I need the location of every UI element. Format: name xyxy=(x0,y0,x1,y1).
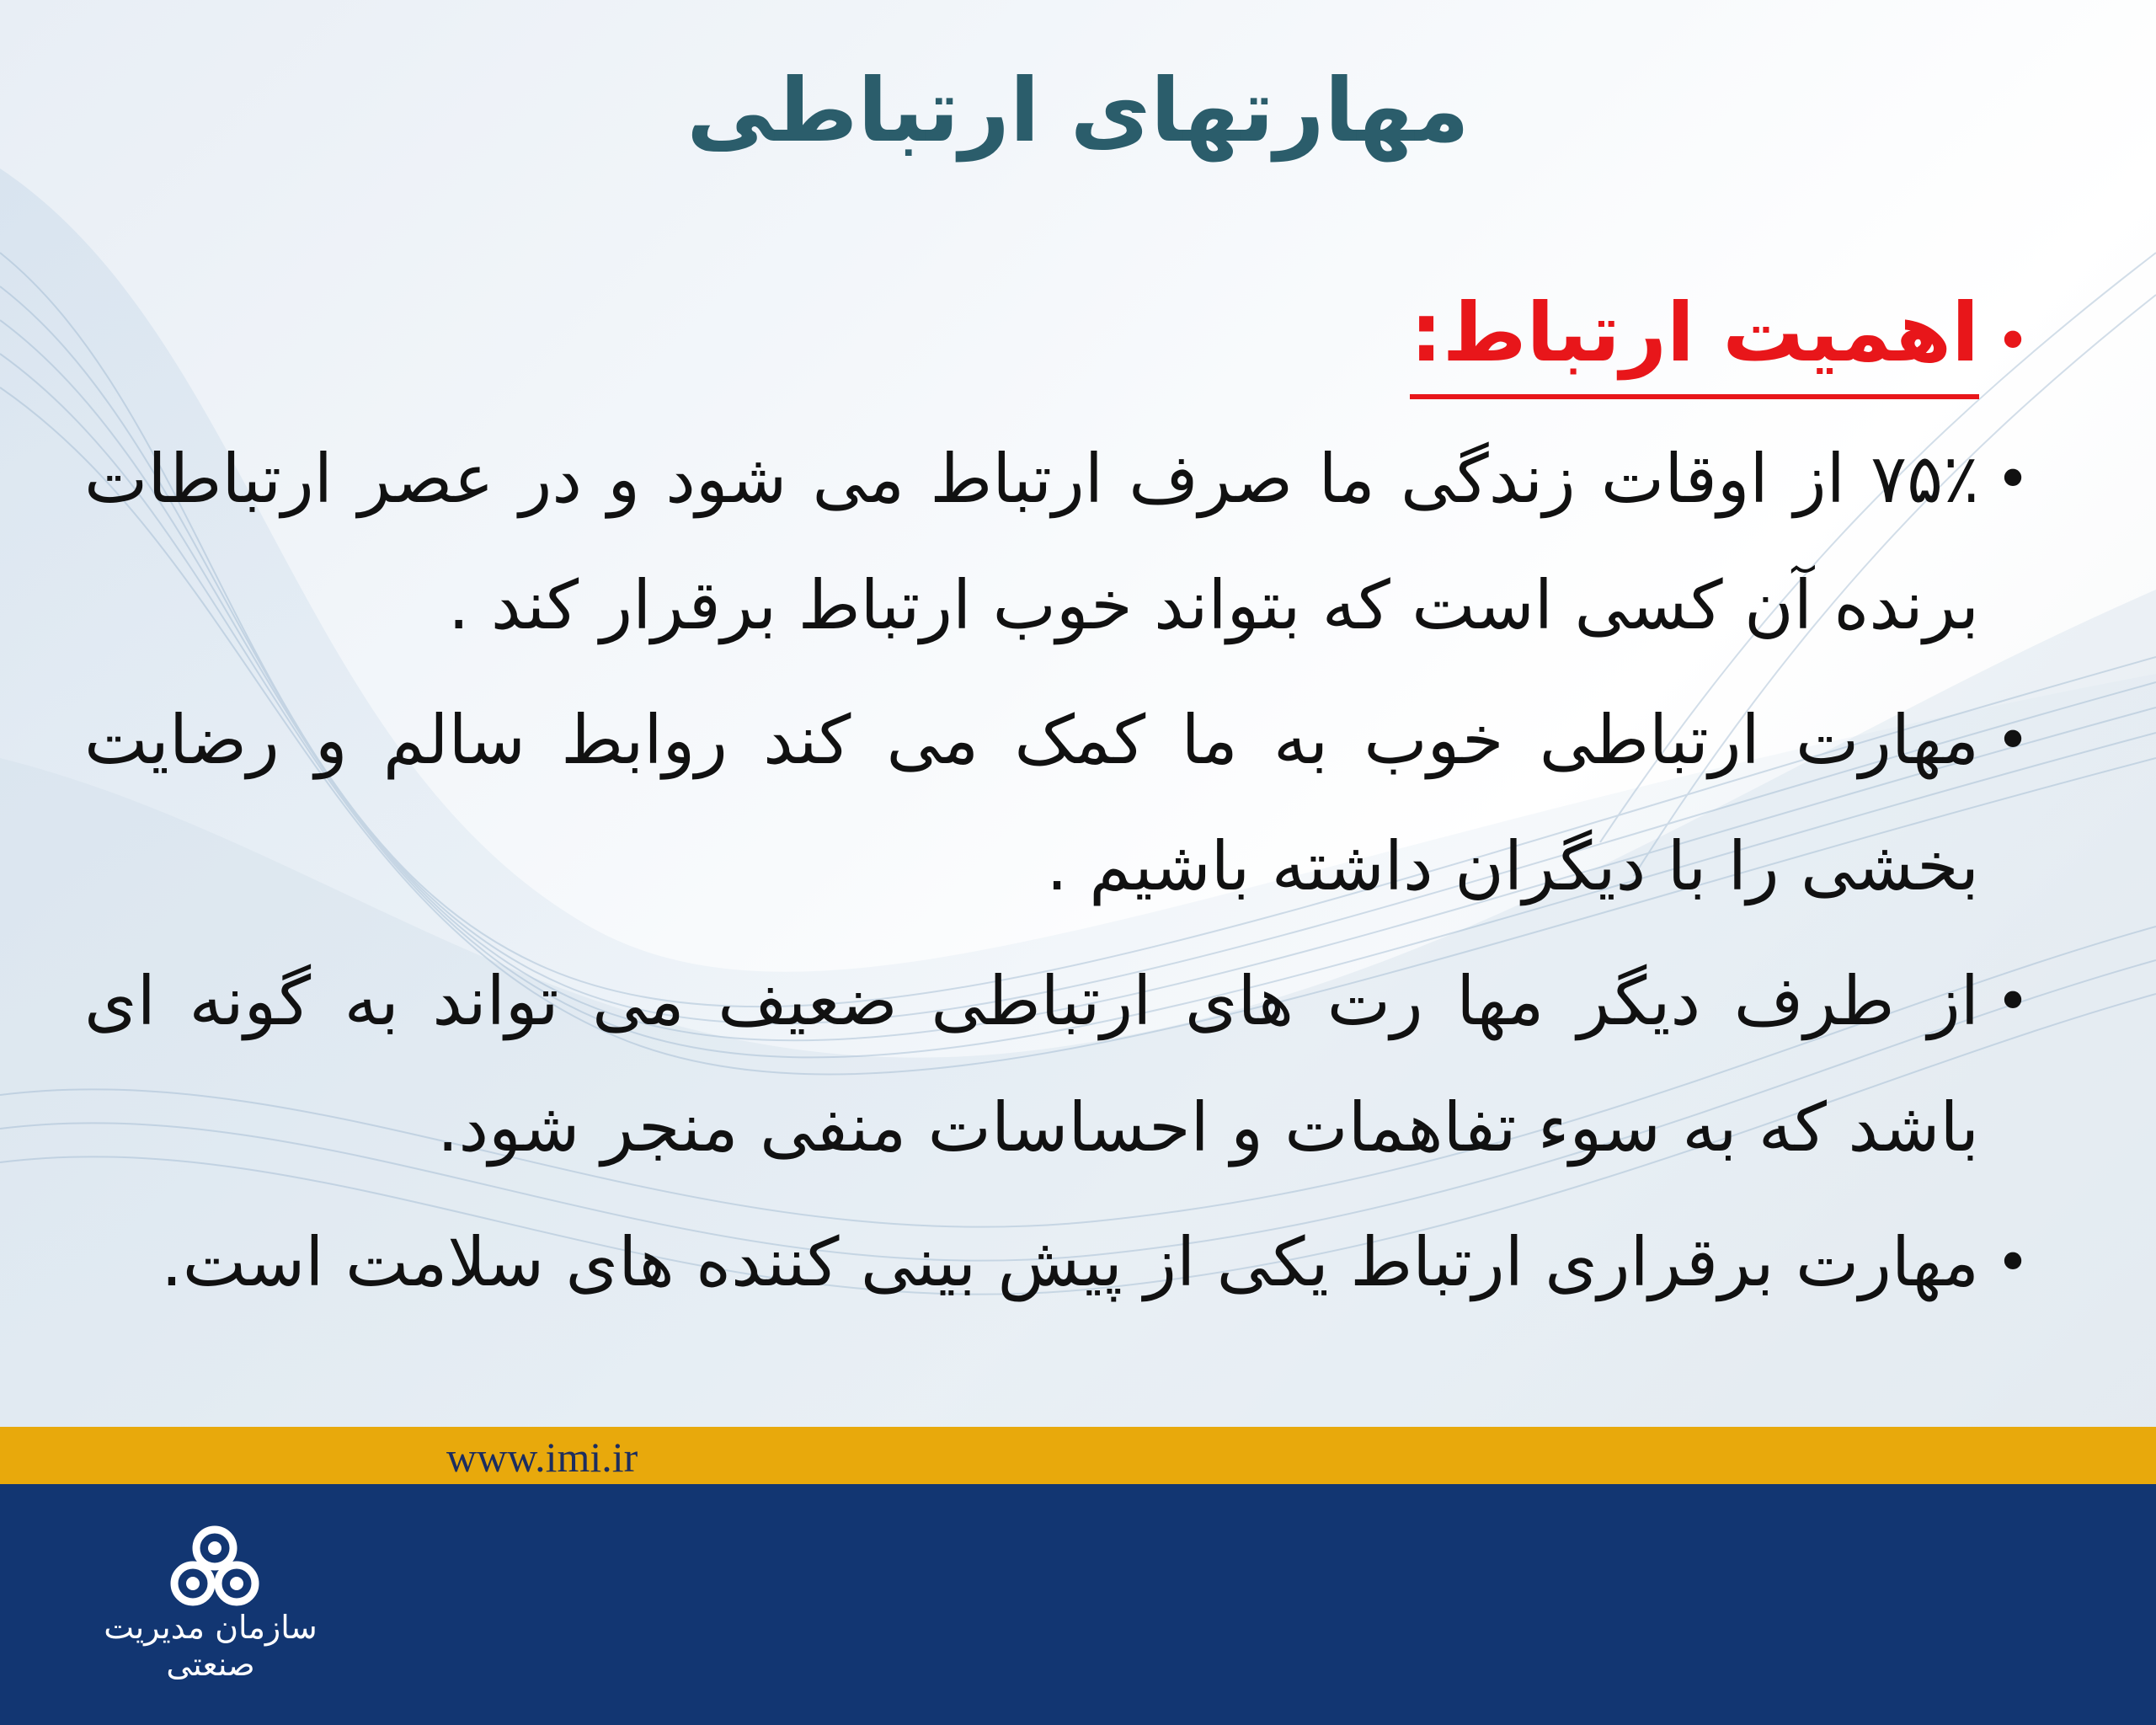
list-item xyxy=(84,1199,2038,1326)
organization-name: سازمان مدیریت صنعتی xyxy=(104,1609,318,1683)
list-item-text: از طرف دیگر مها رت های ارتباطی ضعیف می تواند به گونه ای باشد که به سوء تفاهمات و احساسات منفی منجر شود. xyxy=(84,962,1979,1167)
list-item xyxy=(84,416,2038,669)
list-item-text: مهارت ارتباطی خوب به ما کمک می کند روابط سالم و رضایت بخشی را با دیگران داشته باشیم . xyxy=(84,701,1979,905)
bullet-icon: • xyxy=(1995,706,2031,775)
list-item-text: ۷۵٪ از اوقات زندگی ما صرف ارتباط می شود و در عصر ارتباطات برنده آن کسی است که بتواند خوب ارتباط برقرار کند . xyxy=(84,440,1979,644)
list-item xyxy=(84,677,2038,930)
list-item xyxy=(84,938,2038,1191)
slide-title: مهارتهای ارتباطی xyxy=(686,59,1470,162)
list-item-text: مهارت برقراری ارتباط یکی از پیش بینی کننده های سلامت است. xyxy=(161,1223,1979,1301)
section-heading-row xyxy=(84,278,2038,399)
content-area xyxy=(84,278,2038,1334)
footer-gold-bar xyxy=(0,1427,2156,1484)
section-heading: اهمیت ارتباط: xyxy=(1410,278,1979,399)
bullet-icon: • xyxy=(1995,967,2031,1036)
bullet-icon: • xyxy=(1995,307,2031,376)
footer-url[interactable]: www.imi.ir xyxy=(446,1434,638,1481)
bullet-icon: • xyxy=(1995,445,2031,514)
bullet-icon: • xyxy=(1995,1228,2031,1297)
